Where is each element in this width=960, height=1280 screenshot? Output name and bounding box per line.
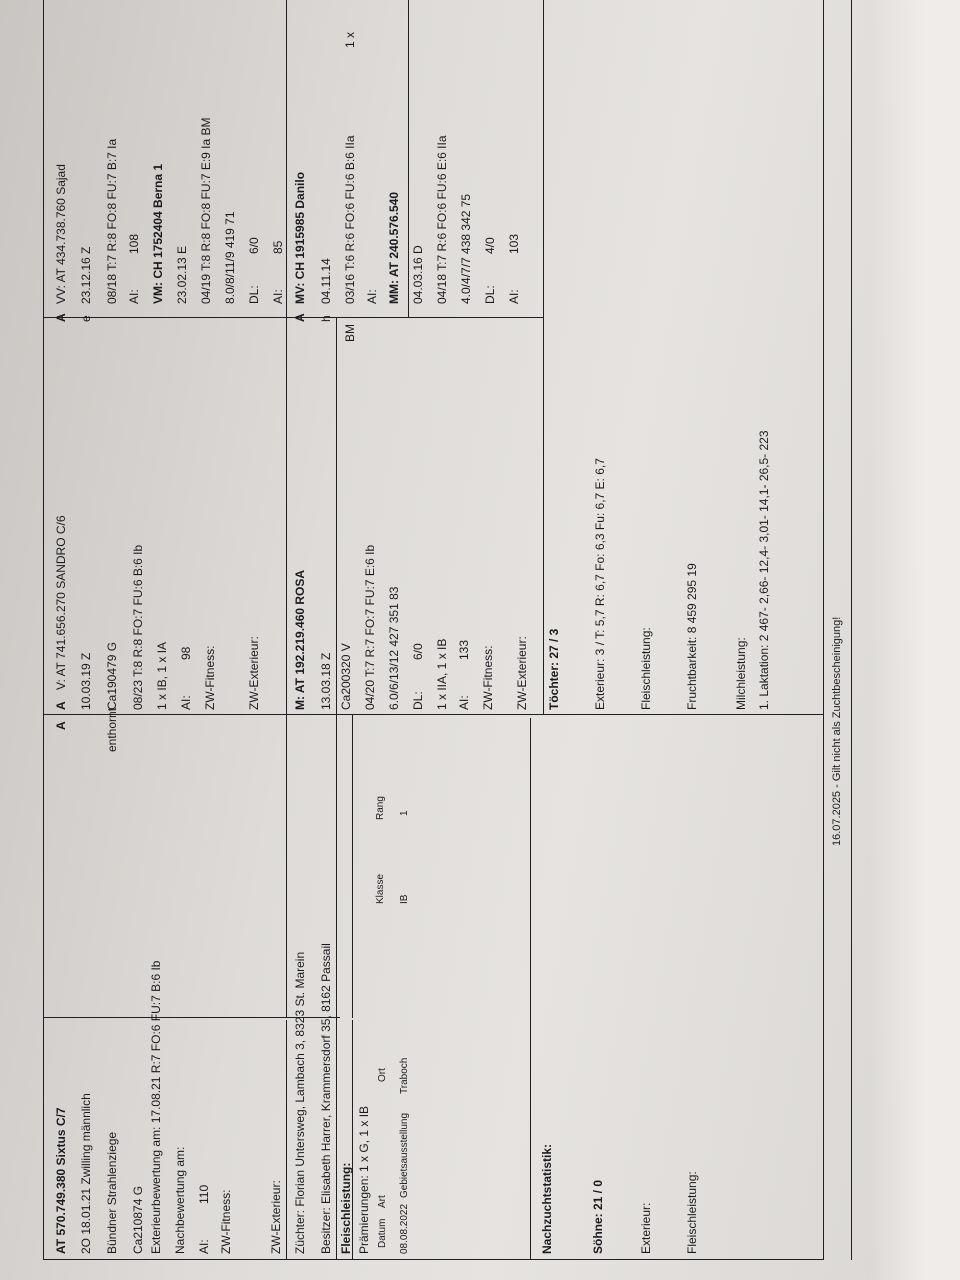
row-datum: 08.08.2022	[399, 1203, 410, 1254]
toechter-milchleistung: Milchleistung:	[734, 637, 748, 710]
mother-zw-fitness: ZW-Fitness:	[481, 645, 495, 710]
mm-ai-label: AI:	[507, 289, 521, 304]
toechter-laktation: 1. Laktation: 2 467- 2,66- 12,4- 3,01- 14,1- 26,5- 223	[757, 430, 771, 710]
vv-marker2: e	[79, 315, 93, 322]
father-zw-fitness: ZW-Fitness:	[203, 645, 217, 710]
mv-marker: A	[293, 313, 307, 322]
mother-awards: 1 x IIA, 1 x IB	[435, 638, 449, 710]
nachzucht-fleischleistung: Fleischleistung:	[685, 1171, 699, 1254]
mother-gene: Ca200320 V	[339, 643, 353, 710]
table-bottom-border	[823, 0, 824, 1260]
vm-eval: 04/19 T:8 R:8 FO:8 FU:7 E:9 Ia BM	[199, 117, 213, 304]
fleischleistung-label: Fleischleistung:	[339, 1162, 353, 1254]
toechter-fruchtbarkeit: Fruchtbarkeit: 8 459 295 19	[685, 563, 699, 710]
animal-follow-eval: Nachbewertung am:	[173, 1146, 187, 1254]
mm-ai-value: 103	[507, 233, 521, 254]
mv-edge-text: 1 x	[343, 31, 357, 48]
mv-ai-label: AI:	[365, 289, 379, 304]
mother-line1: M: AT 192.219.460 ROSA	[293, 569, 307, 710]
vm-lact: 8.0/8/11/9 419 71	[223, 211, 237, 304]
mm-dl-label: DL:	[483, 285, 497, 304]
father-awards: 1 x IB, 1 x IA	[155, 641, 169, 710]
mother-zw-exterior: ZW-Exterieur:	[515, 636, 529, 710]
nachzucht-title: Nachzuchtstatistik:	[540, 1143, 554, 1254]
divider-right-bottom	[543, 0, 544, 318]
vm-date: 23.02.13 E	[175, 245, 189, 304]
column-divider-left	[43, 714, 823, 715]
animal-birth: 2O 18.01.21 Zwilling männlich	[79, 1093, 93, 1254]
soehne-count: Söhne: 21 / 0	[591, 1179, 605, 1254]
mm-eval: 04/18 T:7 R:6 FO:6 FU:6 E:6 IIa	[435, 135, 449, 304]
father-ai-value: 98	[179, 646, 193, 660]
mv-eval: 03/16 T:6 R:6 FO:6 FU:6 B:6 IIa	[343, 135, 357, 304]
animal-zw-exterior: ZW-Exterieur:	[269, 1180, 283, 1254]
father-marker: A	[54, 701, 68, 710]
footer-note: 16.07.2025 - Gilt nicht als Zuchtbescheinigung!	[831, 616, 843, 846]
praemierungen-title: Prämierungen: 1 x G, 1 x IB	[357, 1105, 371, 1254]
nachzucht-exterieur: Exterieur:	[639, 1202, 653, 1254]
vm-dl-label: DL:	[247, 285, 261, 304]
divider-mother-top	[286, 715, 287, 1018]
mother-ai-value: 133	[457, 639, 471, 660]
mother-dl-label: DL:	[411, 691, 425, 710]
animal-title: AT 570.749.380 Sixtus C/7	[54, 1107, 68, 1254]
vv-ai-label: AI:	[127, 289, 141, 304]
header-art: Art	[377, 1195, 388, 1208]
mv-marker2: h	[319, 315, 333, 322]
divider-father2	[336, 318, 337, 715]
table-top-border	[43, 0, 44, 1260]
vv-ai-value: 108	[127, 233, 141, 254]
mother-lact: 6.0/6/13/12 427 351 83	[387, 586, 401, 710]
father-line1: V: AT 741.656.270 SANDRO C/6	[54, 515, 68, 690]
vm-ai-label: AI:	[271, 289, 285, 304]
divider-nachzucht	[530, 718, 531, 1260]
vm-dl-value: 6/0	[247, 237, 261, 254]
father-zw-exterior: ZW-Exterieur:	[247, 636, 261, 710]
vv-eval: 08/18 T:7 R:8 FO:8 FU:7 B:7 Ia	[105, 138, 119, 304]
father-ai-label: AI:	[179, 695, 193, 710]
mm-lact: 4.0/4/7/7 438 342 75	[459, 193, 473, 304]
divider-vv-vm	[286, 0, 287, 318]
mother-eval: 04/20 T:7 R:7 FO:7 FU:7 E:6 Ib	[363, 544, 377, 710]
vv-date: 23.12.16 Z	[79, 246, 93, 304]
header-ort: Ort	[377, 1068, 388, 1082]
mv-date: 04.11.14	[319, 258, 333, 304]
divider-mother-mid2	[352, 715, 353, 1018]
owner: Besitzer: Elisabeth Harrer, Krammersdorf 35, 8162 Passail	[319, 943, 333, 1254]
mother-date: 13.03.18 Z	[319, 652, 333, 710]
animal-gene: Ca210874 G	[131, 1185, 145, 1254]
vv-line1: VV: AT 434.738.760 Sajad	[54, 164, 68, 304]
father-date: 10.03.19 Z	[79, 652, 93, 710]
footer-line	[851, 0, 852, 1260]
mother-dl-value: 6/0	[411, 643, 425, 660]
animal-ai-value: 110	[197, 1184, 211, 1204]
divider-mother-mid	[336, 715, 337, 1018]
header-rang: Rang	[375, 796, 386, 820]
divider-toechter-right	[543, 318, 544, 715]
divider-breeder	[336, 1018, 337, 1260]
vv-marker: A	[54, 313, 68, 322]
vm-line1: VM: CH 1752404 Berna 1	[151, 163, 165, 304]
mm-line1: MM: AT 240.576.540	[387, 191, 401, 304]
animal-grade-letter: A	[54, 721, 68, 730]
divider-left	[286, 1020, 287, 1260]
mother-ai-label: AI:	[457, 695, 471, 710]
table-left-border	[43, 1259, 823, 1260]
father-eval: 08/23 T:8 R:8 FO:7 FU:6 B:6 Ib	[131, 544, 145, 710]
mv-bm: BM	[343, 324, 357, 342]
row-klasse: IB	[399, 894, 410, 904]
row-rang: 1	[399, 810, 410, 816]
breeder: Züchter: Florian Untersweg, Lambach 3, 8323 St. Marein	[293, 951, 307, 1254]
mm-dl-value: 4/0	[483, 237, 497, 254]
header-klasse: Klasse	[375, 873, 386, 904]
animal-breed: Bündner Strahlenziege	[105, 1131, 119, 1254]
divider-mv-mm	[408, 0, 409, 318]
vm-ai-value: 85	[271, 240, 285, 254]
father-gene: Ca190479 G	[105, 641, 119, 710]
divider-father	[286, 318, 287, 715]
row-art: Gebietsausstellung	[399, 1112, 410, 1198]
row-ort: Traboch	[399, 1057, 410, 1094]
animal-ai-label: AI:	[197, 1239, 211, 1254]
toechter-exterieur: Exterieur: 3 / T: 5,7 R: 6,7 Fo: 6,3 Fu: 6,7 E: 6,7	[593, 458, 607, 710]
animal-zw-fitness: ZW-Fitness:	[219, 1189, 233, 1254]
mv-line1: MV: CH 1915985 Danilo	[293, 171, 307, 304]
father-horn: enthornt	[105, 707, 119, 752]
mm-date: 04.03.16 D	[411, 245, 425, 304]
animal-exterior-eval: Exterieurbewertung am: 17.08.21 R:7 FO:6 FU:7 B:6 Ib	[149, 960, 163, 1254]
header-datum: Datum	[377, 1218, 388, 1248]
toechter-title: Töchter: 27 / 3	[547, 628, 561, 710]
toechter-fleischleistung: Fleischleistung:	[639, 627, 653, 710]
